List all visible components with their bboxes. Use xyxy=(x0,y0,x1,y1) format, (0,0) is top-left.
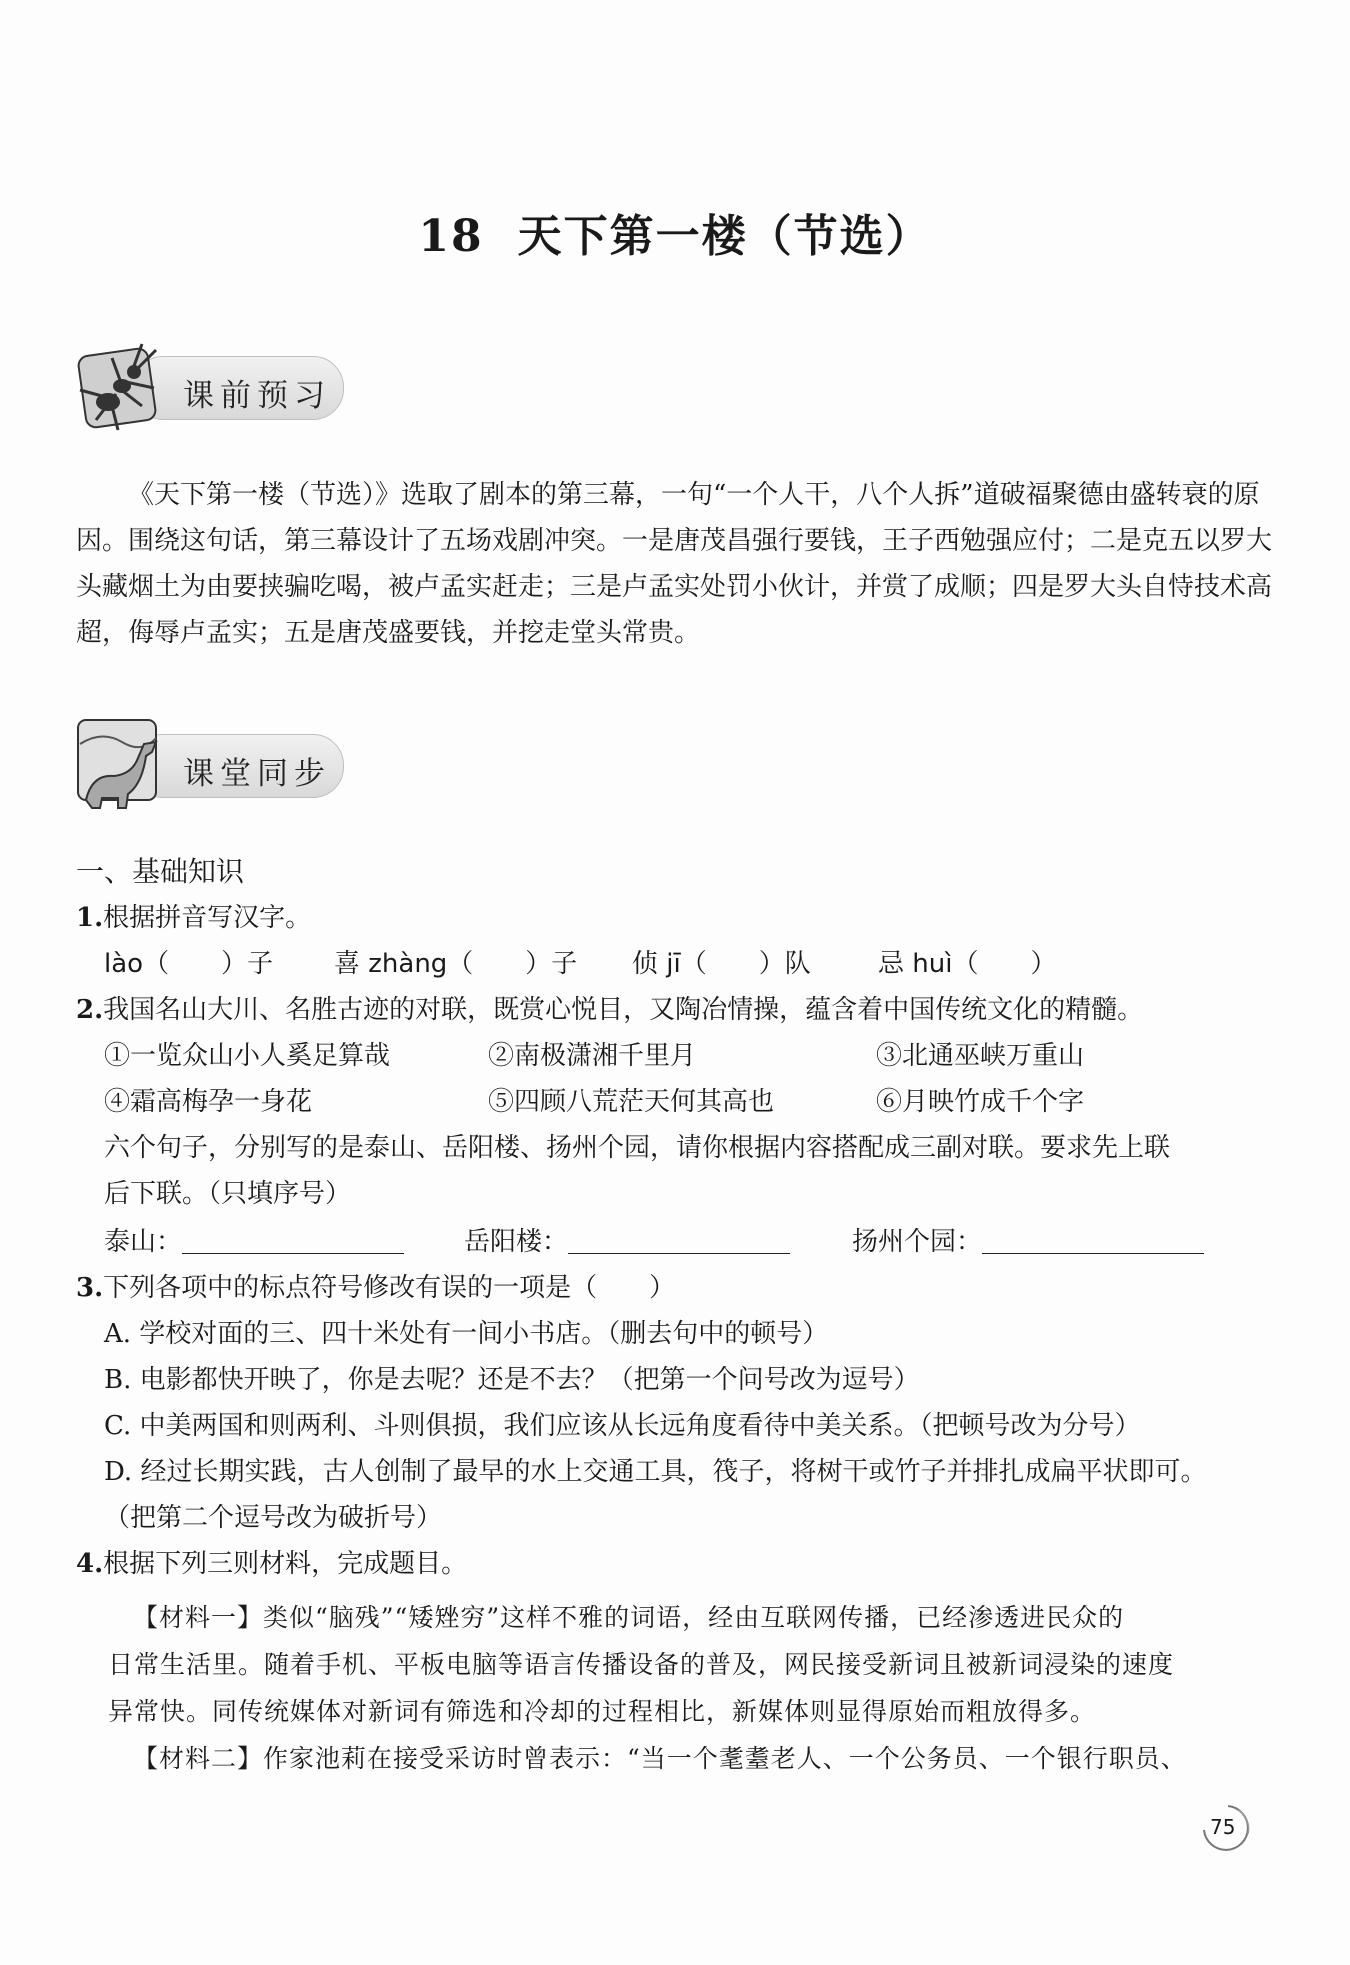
answer-blank-taishan xyxy=(104,1224,404,1260)
question-2-instruction: 六个句子，分别写的是泰山、岳阳楼、扬州个园，请你根据内容搭配成三副对联。要求先上联 xyxy=(104,1133,1171,1163)
couplet-option: ⑥月映竹成千个字 xyxy=(876,1087,1085,1117)
choice-option: D. 经过长期实践，古人创制了最早的水上交通工具，筏子，将树干或竹子并排扎成扁平状即可。 xyxy=(104,1457,1207,1487)
question-4 xyxy=(76,1546,467,1582)
dinosaur-icon xyxy=(72,714,168,814)
question-1-number: 1. xyxy=(76,903,104,933)
blank-label: 泰山： xyxy=(104,1227,183,1257)
classroom-label: 课堂同步 xyxy=(183,756,331,792)
couplet-option: ④霜高梅孕一身花 xyxy=(104,1087,313,1117)
page-number xyxy=(1198,1800,1254,1856)
question-2 xyxy=(76,992,1143,1028)
question-4-number: 4. xyxy=(76,1549,104,1579)
preview-banner xyxy=(72,336,362,436)
choice-option: B. 电影都快开映了，你是去呢？还是不去？（把第一个问号改为逗号） xyxy=(104,1365,920,1395)
answer-blank-geyuan xyxy=(852,1224,1204,1260)
answer-blank-yueyanglou xyxy=(464,1224,790,1260)
question-2-number: 2. xyxy=(76,995,104,1025)
question-3-number: 3. xyxy=(76,1273,104,1303)
classroom-banner xyxy=(72,714,362,814)
lesson-name: 天下第一楼（节选） xyxy=(517,211,932,262)
ant-icon xyxy=(72,336,168,436)
couplet-option: ③北通巫峡万重山 xyxy=(876,1041,1085,1071)
blank-label: 扬州个园： xyxy=(852,1227,983,1257)
pinyin-item: 侦 jī（ ）队 xyxy=(632,949,811,979)
question-1 xyxy=(76,900,311,936)
preview-text: 《天下第一楼（节选）》选取了剧本的第三幕，一句“一个人干，八个人拆”道破福聚德由盛转衰的原因。围绕这句话，第三幕设计了五场戏剧冲突。一是唐茂昌强行要钱，王子西勉强应付；二是克五以罗大头藏烟土为由要挟骗吃喝，被卢孟实赶走；三是卢孟实处罚小伙计，并赏了成顺；四是罗大头自恃技术高超，侮辱卢孟实；五是唐茂盛要钱，并挖走堂头常贵。 xyxy=(76,480,1273,648)
answer-blank[interactable] xyxy=(982,1227,1204,1254)
couplet-option: ②南极潇湘千里月 xyxy=(488,1041,697,1071)
question-1-text: 根据拼音写汉字。 xyxy=(103,903,312,933)
preview-label: 课前预习 xyxy=(183,378,331,414)
page-number-text: 75 xyxy=(1210,1815,1236,1839)
question-3-text: 下列各项中的标点符号修改有误的一项是（ ） xyxy=(103,1273,676,1303)
preview-paragraph xyxy=(76,472,1276,656)
couplet-option: ①一览众山小人奚足算哉 xyxy=(104,1041,391,1071)
pinyin-item: 喜 zhàng（ ）子 xyxy=(334,949,578,979)
question-2-text: 我国名山大川、名胜古迹的对联，既赏心悦目，又陶冶情操，蕴含着中国传统文化的精髓。 xyxy=(103,995,1144,1025)
section-heading: 一、基础知识 xyxy=(76,855,245,888)
question-3 xyxy=(76,1270,675,1306)
choice-option: A. 学校对面的三、四十米处有一间小书店。（删去句中的顿号） xyxy=(104,1319,829,1349)
material-line: 日常生活里。随着手机、平板电脑等语言传播设备的普及，网民接受新词且被新词浸染的速度 xyxy=(108,1650,1175,1679)
pinyin-item: 忌 huì（ ） xyxy=(878,949,1057,979)
question-4-text: 根据下列三则材料，完成题目。 xyxy=(103,1549,468,1579)
answer-blank[interactable] xyxy=(182,1227,404,1254)
answer-blank[interactable] xyxy=(568,1227,790,1254)
choice-option-cont: （把第二个逗号改为破折号） xyxy=(104,1503,443,1533)
couplet-option: ⑤四顾八荒茫天何其高也 xyxy=(488,1087,775,1117)
blank-label: 岳阳楼： xyxy=(464,1227,569,1257)
material-line: 异常快。同传统媒体对新词有筛选和冷却的过程相比，新媒体则显得原始而粗放得多。 xyxy=(108,1697,1097,1726)
question-2-instruction-cont: 后下联。（只填序号） xyxy=(104,1179,352,1209)
pinyin-item: lào（ ）子 xyxy=(104,949,274,979)
material-one xyxy=(108,1594,1268,1782)
material-line: 【材料一】类似“脑残”“矮矬穷”这样不雅的词语，经由互联网传播，已经渗透进民众的 xyxy=(133,1603,1125,1632)
choice-option: C. 中美两国和则两利、斗则俱损，我们应该从长远角度看待中美关系。（把顿号改为分号） xyxy=(104,1411,1141,1441)
lesson-title xyxy=(0,200,1350,264)
material-two-line: 【材料二】作家池莉在接受采访时曾表示：“当一个耄耋老人、一个公务员、一个银行职员、 xyxy=(133,1744,1187,1773)
lesson-number: 18 xyxy=(418,211,484,262)
